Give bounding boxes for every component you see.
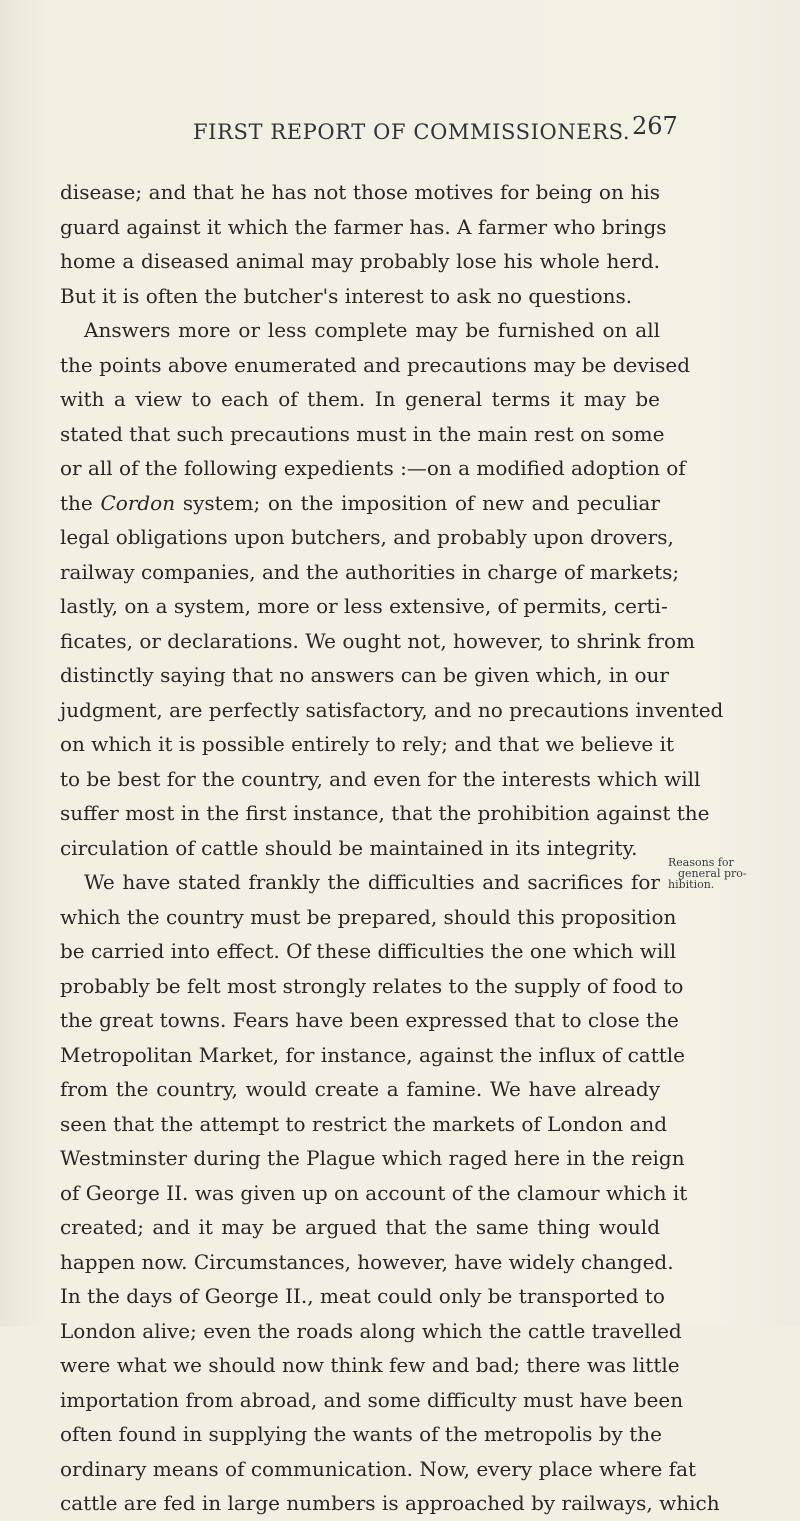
page-number: 267 (632, 112, 678, 140)
text-line: suffer most in the first instance, that the prohibition against the (60, 801, 710, 825)
text-line: lastly, on a system, more or less extensive, of permits, certi- (60, 594, 668, 618)
text-line: the points above enumerated and precautions may be devised (60, 352, 690, 377)
sidenote-line: hibition. (668, 878, 715, 891)
text-line: stated that such precautions must in the main rest on some (60, 421, 665, 446)
text-line: seen that the attempt to restrict the markets of London and (60, 1111, 668, 1136)
text-line: ficates, or declarations. We ought not, however, to shrink from (60, 628, 695, 653)
text-line: which the country must be prepared, should this proposition (60, 904, 677, 929)
text-line: of George II. was given up on account of the clamour which it (60, 1180, 688, 1205)
text-line: on which it is possible entirely to rely; and that we believe it (60, 732, 675, 756)
text-line: were what we should now think few and bad; there was little (60, 1353, 680, 1377)
text-line: Westminster during the Plague which raged here in the reign (60, 1146, 685, 1170)
text-line: the Cordon system; on the imposition of new and peculiar (60, 490, 660, 515)
text-line: distinctly saying that no answers can be given which, in our (60, 663, 669, 687)
text-line: judgment, are perfectly satisfactory, and no precautions invented (60, 697, 724, 722)
margin-sidenote (668, 857, 748, 890)
text-line: guard against it which the farmer has. A farmer who brings (60, 214, 667, 239)
text-line: be carried into effect. Of these difficulties the one which will (60, 939, 677, 963)
text-line: London alive; even the roads along which the cattle travelled (60, 1318, 682, 1343)
text-line: cattle are fed in large numbers is approached by railways, which (60, 1491, 720, 1515)
sidenote-line: general pro- (678, 867, 747, 880)
italic-term: Cordon (100, 490, 176, 515)
text-line: We have stated frankly the difficulties and sacrifices for (84, 870, 660, 894)
text-line: with a view to each of them. In general terms it may be (60, 387, 660, 411)
text-line: happen now. Circumstances, however, have widely changed. (60, 1249, 674, 1274)
text-line: Metropolitan Market, for instance, against the influx of cattle (60, 1042, 686, 1067)
text-line: railway companies, and the authorities in charge of markets; (60, 559, 680, 584)
text-line: circulation of cattle should be maintained in its integrity. (60, 835, 638, 860)
text-line: to be best for the country, and even for the interests which will (60, 766, 701, 791)
text-line: the great towns. Fears have been expressed that to close the (60, 1008, 679, 1032)
text-line: probably be felt most strongly relates to the supply of food to (60, 973, 684, 998)
text-line: importation from abroad, and some difficulty must have been (60, 1387, 684, 1412)
text-line: ordinary means of communication. Now, every place where fat (60, 1456, 697, 1481)
text-line: or all of the following expedients :—on a modified adoption of (60, 456, 686, 480)
text-line: legal obligations upon butchers, and probably upon drovers, (60, 525, 674, 549)
text-line: home a diseased animal may probably lose his whole herd. (60, 249, 660, 273)
page-header (0, 112, 800, 152)
text-line: disease; and that he has not those motives for being on his (60, 180, 660, 204)
text-line: But it is often the butcher's interest to ask no questions. (60, 283, 633, 308)
running-title: FIRST REPORT OF COMMISSIONERS. (193, 120, 631, 144)
sidenote-line: Reasons for (668, 856, 734, 869)
text-line: Answers more or less complete may be furnished on all (84, 318, 660, 342)
text-line: from the country, would create a famine. We have already (60, 1077, 660, 1101)
text-line: created; and it may be argued that the same thing would (60, 1215, 660, 1239)
text-line: often found in supplying the wants of the metropolis by the (60, 1422, 662, 1446)
text-line: In the days of George II., meat could only be transported to (60, 1284, 665, 1308)
